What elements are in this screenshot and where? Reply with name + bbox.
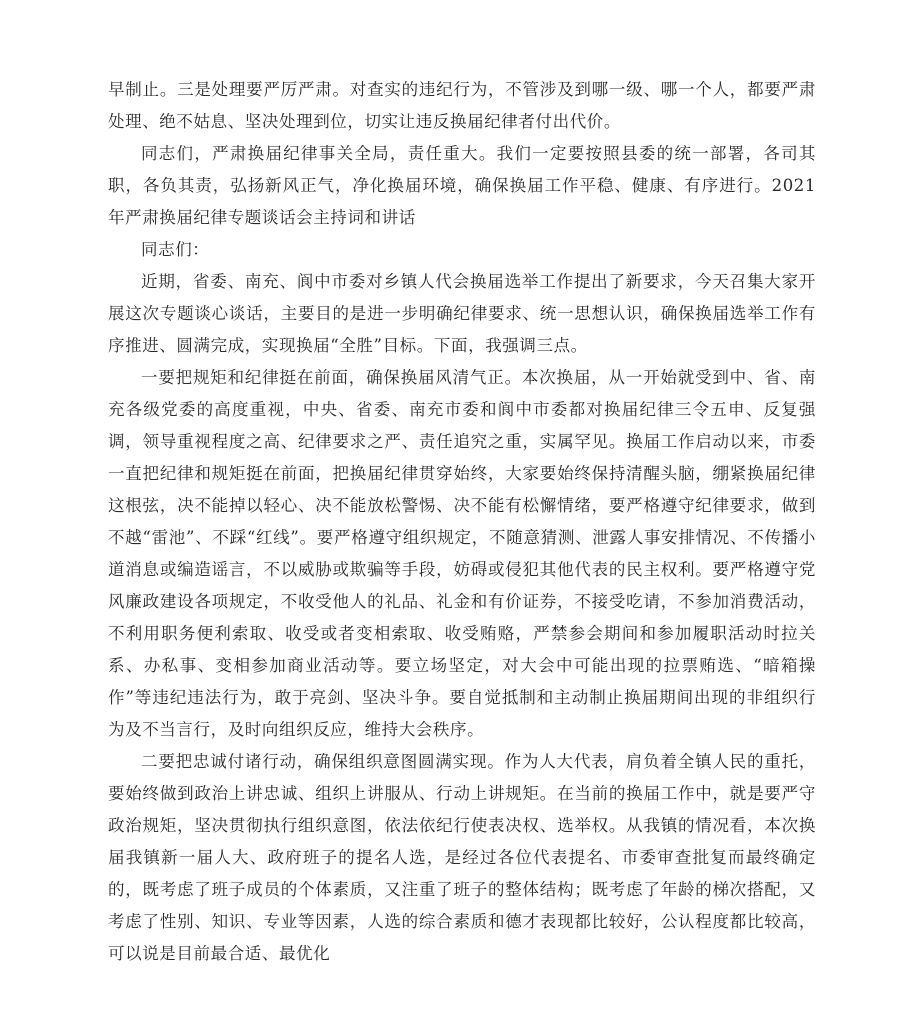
document-body [108, 74, 816, 970]
paragraph-6: 二要把忠诚付诸行动，确保组织意图圆满实现。作为人大代表，肩负着全镇人民的重托，要始终做到政治上讲忠诚、组织上讲服从、行动上讲规矩。在当前的换届工作中，就是要严守政治规矩，坚决贯彻执行组织意图，依法依纪行使表决权、选举权。从我镇的情况看，本次换届我镇新一届人大、政府班子的提名人选，是经过各位代表提名、市委审查批复而最终确定的，既考虑了班子成员的个体素质，又注重了班子的整体结构；既考虑了年龄的梯次搭配，又考虑了性别、知识、专业等因素，人选的综合素质和德才表现都比较好，公认程度都比较高，可以说是目前最合适、最优化 [108, 752, 816, 963]
paragraph-5: 一要把规矩和纪律挺在前面，确保换届风清气正。本次换届，从一开始就受到中、省、南充各级党委的高度重视，中央、省委、南充市委和阆中市委都对换届纪律三令五申、反复强调，领导重视程度之高、纪律要求之严、责任追究之重，实属罕见。换届工作启动以来，市委一直把纪律和规矩挺在前面，把换届纪律贯穿始终，大家要始终保持清醒头脑，绷紧换届纪律这根弦，决不能掉以轻心、决不能放松警惕、决不能有松懈情绪，要严格遵守纪律要求，做到不越“雷池”、不踩“红线”。要严格遵守组织规定，不随意猜测、泄露人事安排情况、不传播小道消息或编造谣言，不以威胁或欺骗等手段，妨碍或侵犯其他代表的民主权利。要严格遵守党风廉政建设各项规定，不收受他人的礼品、礼金和有价证券，不接受吃请，不参加消费活动，不利用职务便利索取、收受或者变相索取、收受贿赂，严禁参会期间和参加履职活动时拉关系、办私事、变相参加商业活动等。要立场坚定，对大会中可能出现的拉票贿选、“暗箱操作”等违纪违法行为，敢于亮剑、坚决斗争。要自觉抵制和主动制止换届期间出现的非组织行为及不当言行，及时向组织反应，维持大会秩序。 [108, 368, 816, 739]
paragraph-1: 早制止。三是处理要严厉严肃。对查实的违纪行为，不管涉及到哪一级、哪一个人，都要严肃处理、绝不姑息、坚决处理到位，切实让违反换届纪律者付出代价。 [108, 80, 816, 131]
paragraph-4: 近期，省委、南充、阆中市委对乡镇人代会换届选举工作提出了新要求，今天召集大家开展这次专题谈心谈话，主要目的是进一步明确纪律要求、统一思想认识，确保换届选举工作有序推进、圆满完成，实现换届“全胜”目标。下面，我强调三点。 [108, 272, 816, 355]
paragraph-2: 同志们，严肃换届纪律事关全局，责任重大。我们一定要按照县委的统一部署，各司其职，各负其责，弘扬新风正气，净化换届环境，确保换届工作平稳、健康、有序进行。2021年严肃换届纪律专题谈话会主持词和讲话 [108, 144, 816, 227]
paragraph-3-salutation: 同志们： [141, 240, 210, 259]
